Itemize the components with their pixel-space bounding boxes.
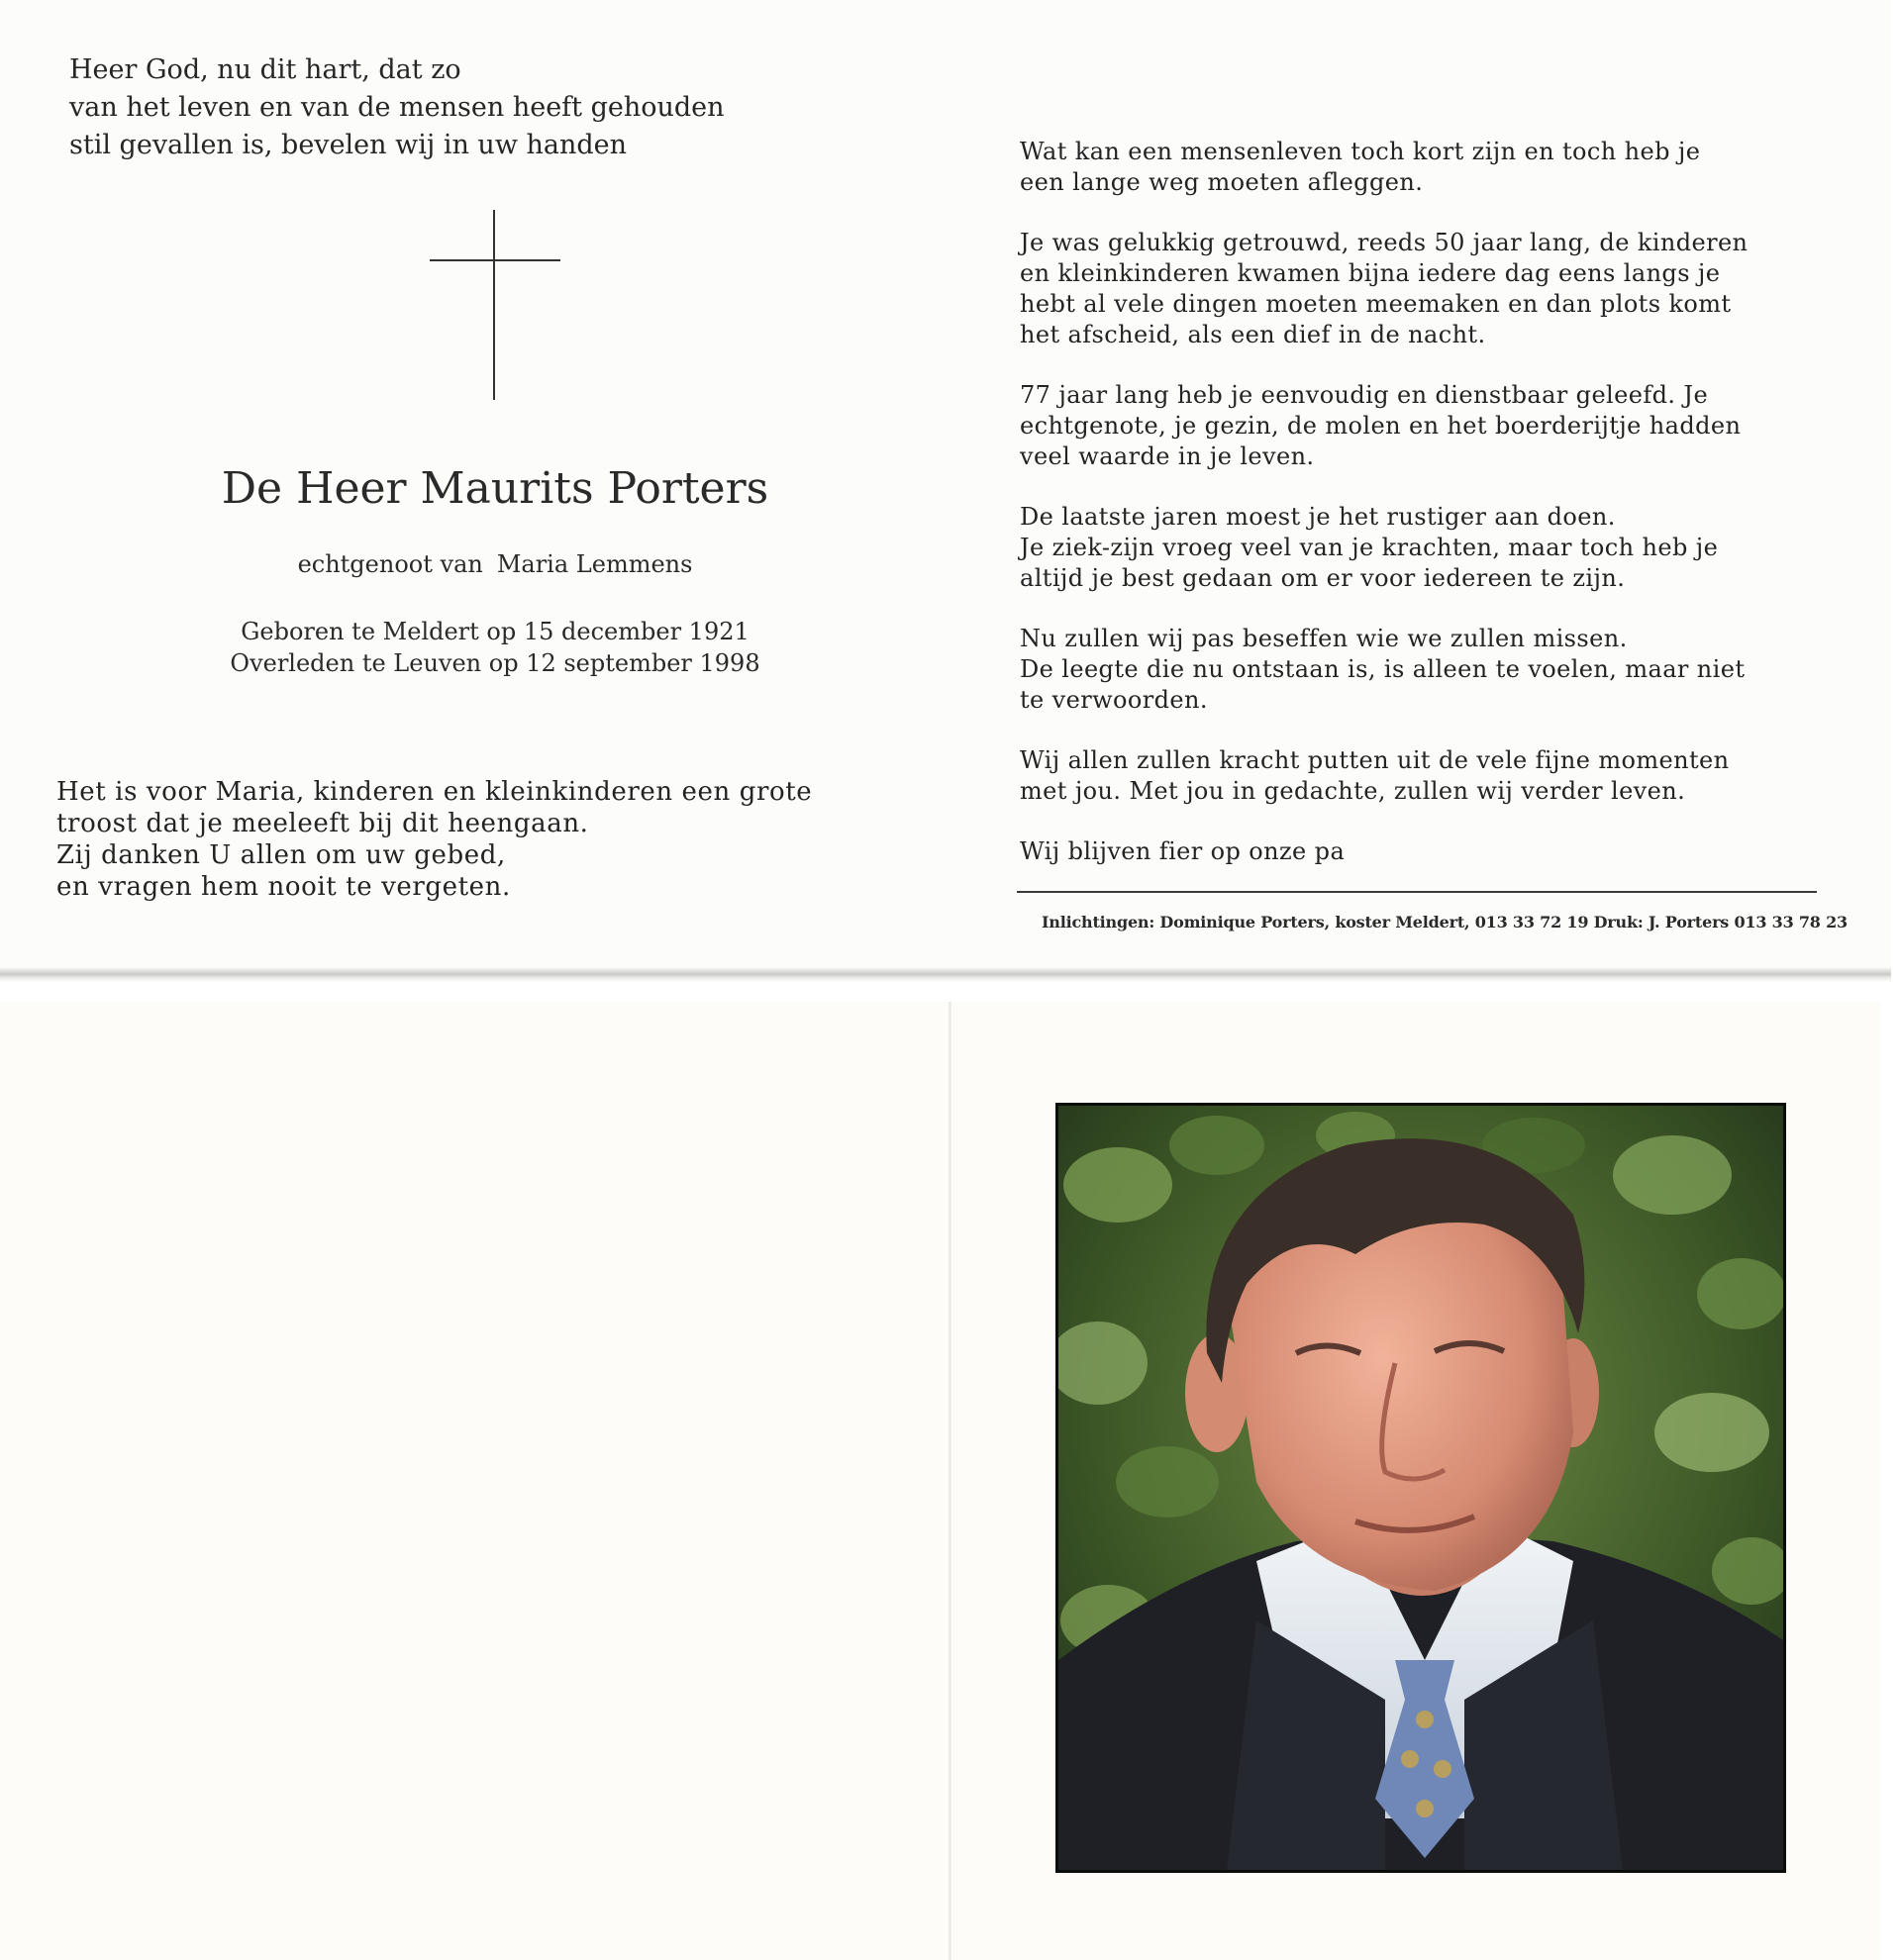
poem-line: Je ziek-zijn vroeg veel van je krachten, maar toch heb je — [1020, 534, 1719, 561]
portrait-illustration — [1058, 1106, 1783, 1870]
death-date: Overleden te Leuven op 12 september 1998 — [230, 649, 760, 677]
spouse-prefix: echtgenoot van — [297, 550, 483, 578]
poem-line: 77 jaar lang heb je eenvoudig en dienstbaar geleefd. Je — [1020, 381, 1709, 409]
portrait-photo — [1055, 1103, 1786, 1873]
poem-line: Wat kan een mensenleven toch kort zijn en toch heb je — [1020, 138, 1701, 165]
cross-icon — [430, 210, 560, 400]
prayer-line: van het leven en van de mensen heeft gehouden — [69, 92, 725, 123]
poem-line: De laatste jaren moest je het rustiger aan doen. — [1020, 503, 1616, 531]
poem-line: veel waarde in je leven. — [1020, 442, 1315, 470]
prayer-line: Heer God, nu dit hart, dat zo — [69, 54, 461, 85]
poem-paragraph — [1020, 137, 1812, 198]
footer-divider — [1017, 891, 1817, 893]
poem-paragraph — [1020, 745, 1812, 807]
memorial-poem — [1020, 137, 1812, 897]
prayer-line: stil gevallen is, bevelen wij in uw handen — [69, 130, 628, 160]
poem-line: echtgenote, je gezin, de molen en het boerderijtje hadden — [1020, 412, 1742, 440]
spouse-name: Maria Lemmens — [496, 550, 693, 578]
poem-line: een lange weg moeten afleggen. — [1020, 168, 1424, 196]
card-edge-shadow — [0, 968, 1891, 982]
thanks-line: troost dat je meeleeft bij dit heengaan. — [56, 809, 589, 838]
poem-line: en kleinkinderen kwamen bijna iedere dag eens langs je — [1020, 259, 1721, 287]
prayer-text — [69, 51, 725, 164]
poem-line: Wij blijven fier op onze pa — [1020, 837, 1346, 865]
poem-line: Je was gelukkig getrouwd, reeds 50 jaar lang, de kinderen — [1020, 229, 1749, 256]
thanks-line: Het is voor Maria, kinderen en kleinkinderen een grote — [56, 777, 813, 807]
cross-vertical-bar — [493, 210, 495, 400]
thanks-line: en vragen hem nooit te vergeten. — [56, 872, 511, 902]
poem-paragraph — [1020, 228, 1812, 350]
thanks-text — [56, 776, 812, 903]
poem-paragraph — [1020, 502, 1812, 594]
spouse-line — [139, 550, 851, 578]
poem-paragraph — [1020, 624, 1812, 716]
life-dates — [139, 616, 851, 679]
poem-line: hebt al vele dingen moeten meemaken en dan plots komt — [1020, 290, 1732, 318]
poem-line: Wij allen zullen kracht putten uit de vele fijne momenten — [1020, 746, 1730, 774]
birth-date: Geboren te Meldert op 15 december 1921 — [241, 618, 750, 645]
poem-line: Nu zullen wij pas beseffen wie we zullen missen. — [1020, 625, 1628, 652]
poem-line: De leegte die nu ontstaan is, is alleen te voelen, maar niet — [1020, 655, 1746, 683]
cross-horizontal-bar — [430, 259, 560, 261]
poem-line: altijd je best gedaan om er voor iedereen te zijn. — [1020, 564, 1626, 592]
poem-paragraph — [1020, 380, 1812, 472]
thanks-line: Zij danken U allen om uw gebed, — [56, 840, 506, 870]
poem-line: te verwoorden. — [1020, 686, 1208, 714]
card-fold-line — [949, 1002, 951, 1960]
poem-line: het afscheid, als een dief in de nacht. — [1020, 321, 1486, 348]
printer-info: Inlichtingen: Dominique Porters, koster Meldert, 013 33 72 19 Druk: J. Porters 013 33 78 23 — [1042, 913, 1848, 931]
poem-paragraph — [1020, 836, 1812, 867]
poem-line: met jou. Met jou in gedachte, zullen wij verder leven. — [1020, 777, 1686, 805]
deceased-name: De Heer Maurits Porters — [221, 463, 769, 514]
